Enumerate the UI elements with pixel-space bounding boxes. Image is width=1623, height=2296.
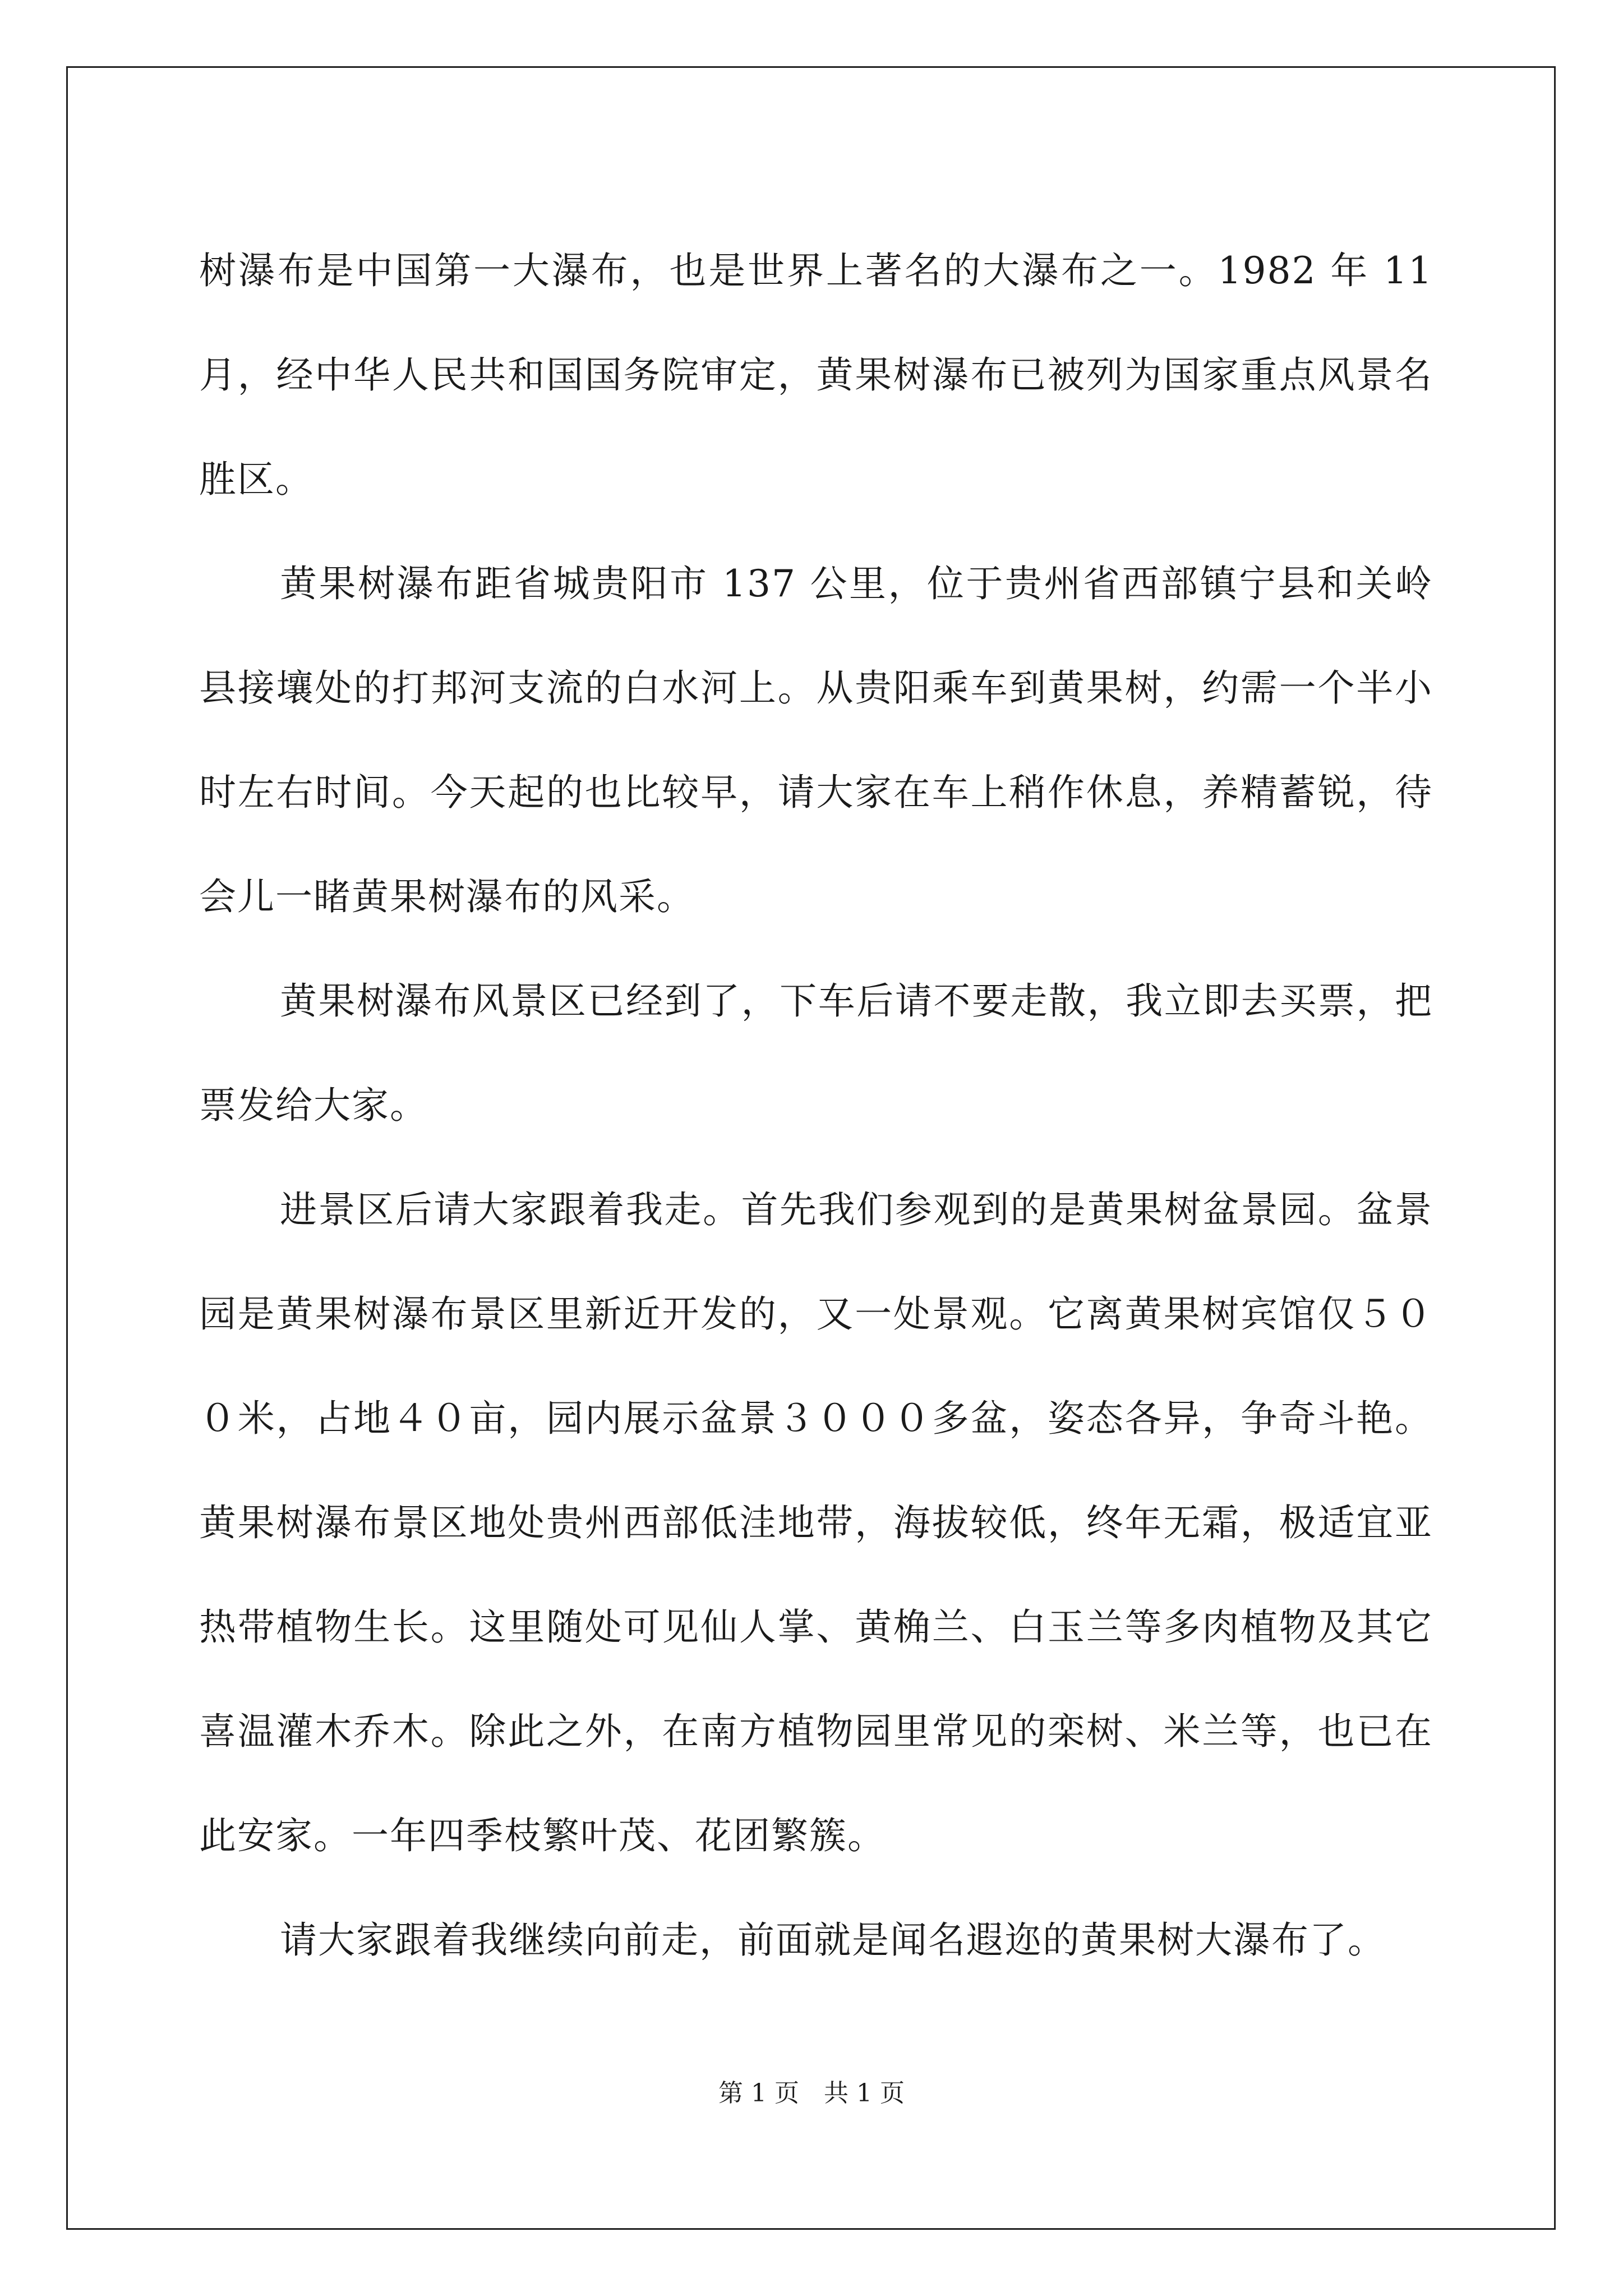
paragraph-3: 黄果树瀑布风景区已经到了，下车后请不要走散，我立即去买票，把票发给大家。	[199, 979, 1433, 1127]
document-body	[199, 219, 1433, 1993]
paragraph-4: 进景区后请大家跟着我走。首先我们参观到的是黄果树盆景园。盆景园是黄果树瀑布景区里新近开发的，又一处景观。它离黄果树宾馆仅５００米，占地４０亩，园内展示盆景３０００多盆，姿态各异，争奇斗艳。黄果树瀑布景区地处贵州西部低洼地带，海拔较低，终年无霜，极适宜亚热带植物生长。这里随处可见仙人掌、黄桷兰、白玉兰等多肉植物及其它喜温灌木乔木。除此之外，在南方植物园里常见的栾树、米兰等，也已在此安家。一年四季枝繁叶茂、花团繁簇。	[199, 1188, 1433, 1857]
paragraph-5: 请大家跟着我继续向前走，前面就是闻名遐迩的黄果树大瀑布了。	[280, 1918, 1386, 1962]
page-footer: 第 1 页 共 1 页	[718, 2079, 905, 2108]
paragraph-2: 黄果树瀑布距省城贵阳市 137 公里，位于贵州省西部镇宁县和关岭县接壤处的打邦河支流的白水河上。从贵阳乘车到黄果树，约需一个半小时左右时间。今天起的也比较早，请大家在车上稍作休息，养精蓄锐，待会儿一睹黄果树瀑布的风采。	[199, 562, 1433, 918]
paragraph-1: 树瀑布是中国第一大瀑布，也是世界上著名的大瀑布之一。1982 年 11 月，经中华人民共和国国务院审定，黄果树瀑布已被列为国家重点风景名胜区。	[199, 249, 1433, 501]
